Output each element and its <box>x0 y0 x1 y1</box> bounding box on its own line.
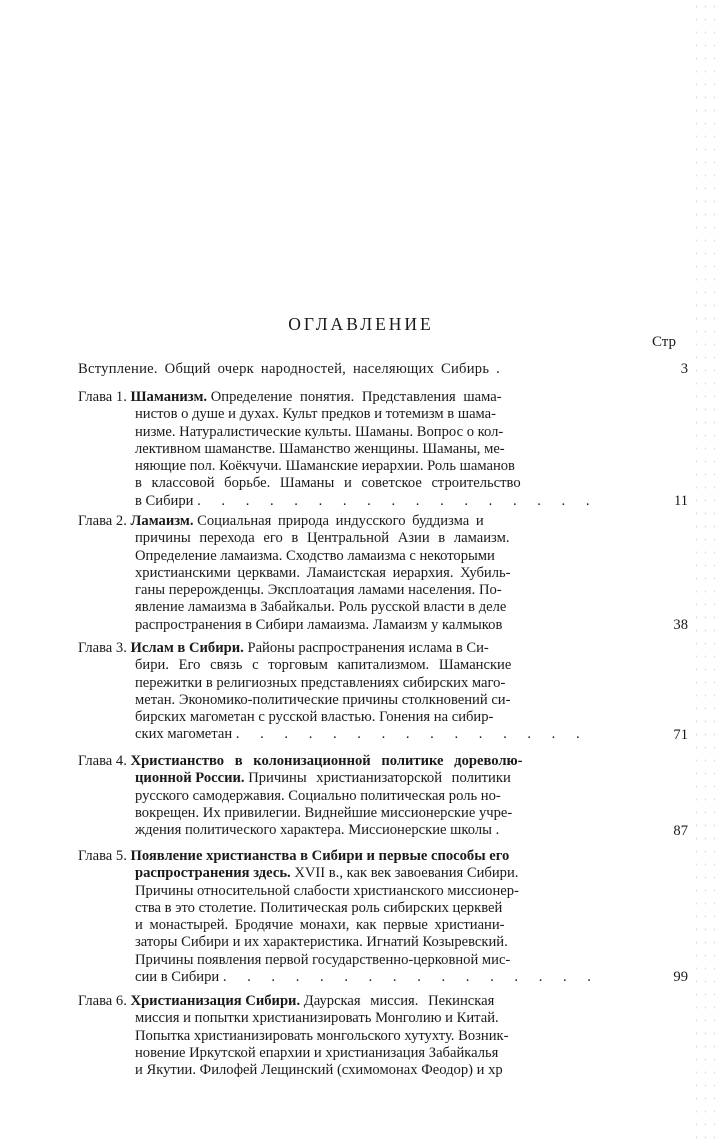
entry-text: в Сибири <box>135 492 194 509</box>
entry-text: русского самодержавия. Социально политическая роль но- <box>135 787 501 804</box>
chapter-prefix: Глава 4. <box>78 753 127 769</box>
page-number: 99 <box>673 969 688 985</box>
chapter-prefix: Глава 3. <box>78 640 127 656</box>
entry-text: Причины относительной слабости христианского миссионер- <box>135 882 519 899</box>
entry-text: нистов о душе и духах. Культ предков и тотемизм в шама- <box>135 406 497 423</box>
entry-text: и Якутии. Филофей Лещинский (схимомонах Феодор) и хр <box>135 1062 503 1079</box>
entry-text: новение Иркутской епархии и христианизация Забайкалья <box>135 1044 499 1061</box>
chapter-title: Христианство в колонизационной политике дореволю- <box>130 753 523 769</box>
entry-text: причины перехода его в Центральной Азии в ламаизм. <box>135 530 510 547</box>
chapter-title: Шаманизм. <box>130 389 208 405</box>
chapter-prefix: Глава 2. <box>78 513 127 529</box>
entry-text: няющие пол. Коёкчучи. Шаманские иерархии. Роль шаманов <box>135 458 515 475</box>
chapter-title: Появление христианства в Сибири и первые способы его <box>130 848 510 864</box>
entry-text: и монастырей. Бродячие монахи, как первые христиани- <box>135 917 505 934</box>
entry-text: низме. Натуралистические культы. Шаманы. Вопрос о кол- <box>135 423 504 440</box>
toc-entry-intro[interactable] <box>78 361 688 378</box>
page-number: 3 <box>680 361 688 377</box>
entry-text: метан. Экономико-политические причины столкновений си- <box>135 691 511 708</box>
entry-text: бирских магометан с русской властью. Гонения на сибир- <box>135 709 494 726</box>
dot-leader: . . . . . . . . . . . . . . . <box>235 726 589 743</box>
entry-text: Причины христианизаторской политики <box>248 770 511 787</box>
entry-text: заторы Сибири и их характеристика. Игнатий Козыревский. <box>135 934 508 951</box>
entry-text: ства в это столетие. Политическая роль сибирских церквей <box>135 899 503 916</box>
chapter-title-continued: ционной России. <box>135 770 245 787</box>
entry-text: ганы перерожденцы. Эксплоатация ламами населения. По- <box>135 582 502 599</box>
dot-leader: . . . . . . . . . . . . . . . . <box>222 969 600 986</box>
toc-entry-chapter-3[interactable] <box>78 640 688 744</box>
chapter-title-continued: распространения здесь. <box>135 865 291 882</box>
entry-text: пережитки в религиозных представлениях сибирских маго- <box>135 674 506 691</box>
entry-text: Определение понятия. Представления шама- <box>210 389 502 405</box>
chapter-prefix: Глава 6. <box>78 993 127 1009</box>
dot-leader: . . . . . . . . . . . . . . . . . <box>197 492 598 509</box>
page-number: 87 <box>673 823 688 839</box>
chapter-title: Ламаизм. <box>130 513 194 529</box>
entry-text: явление ламаизма в Забайкальи. Роль русской власти в деле <box>135 599 507 616</box>
entry-text: Вступление. Общий очерк народностей, населяющих Сибирь . <box>78 361 501 377</box>
chapter-prefix: Глава 1. <box>78 389 127 405</box>
chapter-prefix: Глава 5. <box>78 848 127 864</box>
entry-text: ждения политического характера. Миссионерские школы . <box>135 822 500 839</box>
entry-text: Социальная природа индусского буддизма и <box>197 513 484 529</box>
page-column-label: Стр <box>652 334 677 350</box>
page-number: 71 <box>673 727 688 743</box>
toc-entry-chapter-4[interactable] <box>78 753 688 839</box>
entry-text: сии в Сибири <box>135 969 220 986</box>
entry-text: XVII в., как век завоевания Сибири. <box>294 865 519 882</box>
entry-text: Причины появления первой государственно-церковной мис- <box>135 951 511 968</box>
page-title: ОГЛАВЛЕНИЕ <box>288 314 434 334</box>
chapter-title: Христианизация Сибири. <box>130 993 301 1009</box>
entry-text: Попытка христианизировать монгольского хутухту. Возник- <box>135 1027 509 1044</box>
entry-text: Даурская миссия. Пекинская <box>303 993 495 1009</box>
entry-text: распространения в Сибири ламаизма. Ламаизм у калмыков <box>135 616 503 633</box>
entry-text: лективном шаманстве. Шаманство женщины. Шаманы, ме- <box>135 440 505 457</box>
toc-entry-chapter-2[interactable] <box>78 513 688 634</box>
toc-entry-chapter-6[interactable] <box>78 993 688 1079</box>
chapter-title: Ислам в Сибири. <box>130 640 244 656</box>
toc-entry-chapter-1[interactable] <box>78 389 688 510</box>
entry-text: миссия и попытки христианизировать Монголию и Китай. <box>135 1010 499 1027</box>
page-number: 11 <box>673 493 688 509</box>
entry-text: вокрещен. Их привилегии. Виднейшие миссионерские учре- <box>135 804 513 821</box>
entry-text: бири. Его связь с торговым капитализмом. Шаманские <box>135 657 512 674</box>
entry-text: ских магометан <box>135 726 233 743</box>
entry-text: Районы распространения ислама в Си- <box>247 640 489 656</box>
entry-text: Определение ламаизма. Сходство ламаизма с некоторыми <box>135 547 495 564</box>
entry-text: в классовой борьбе. Шаманы и советское строительство <box>135 475 521 492</box>
scan-noise <box>692 0 722 1142</box>
entry-text: христианскими церквами. Ламаистская иерархия. Хубиль- <box>135 564 511 581</box>
toc-entry-chapter-5[interactable] <box>78 848 688 986</box>
page-number: 38 <box>673 617 688 633</box>
